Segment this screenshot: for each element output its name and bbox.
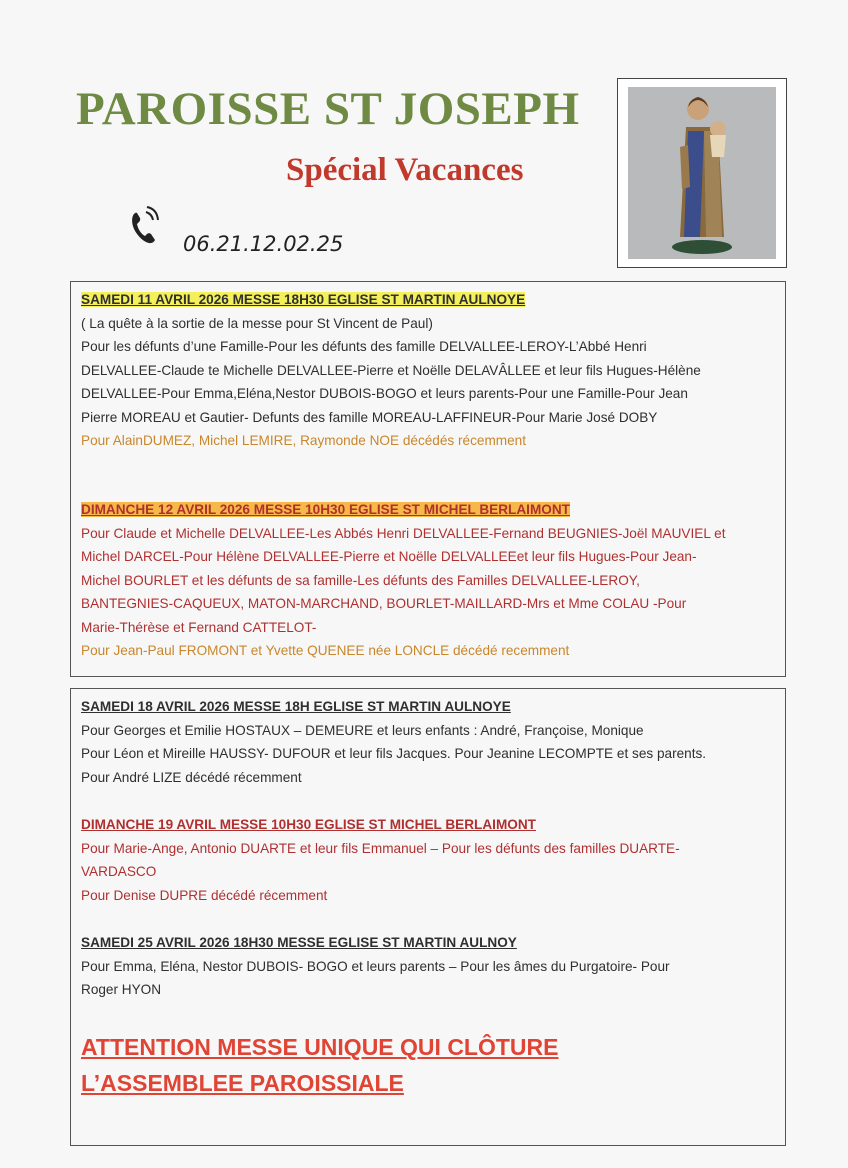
intention-line: Marie-Thérèse et Fernand CATTELOT- — [81, 619, 317, 635]
mass-intentions-box-2 — [70, 688, 786, 1146]
phone-icon — [128, 206, 162, 246]
intention-line: Pour Emma, Eléna, Nestor DUBOIS- BOGO et leurs parents – Pour les âmes du Purgatoire- Pour — [81, 958, 670, 974]
page-title: PAROISSE ST JOSEPH — [76, 83, 580, 135]
mass-heading: SAMEDI 18 AVRIL 2026 MESSE 18H EGLISE ST MARTIN AULNOYE — [81, 699, 511, 714]
closing-assembly-warning — [81, 1029, 558, 1101]
intention-line: Pour les défunts d’une Famille-Pour les défunts des famille DELVALLEE-LEROY-L’Abbé Henri — [81, 339, 647, 354]
intention-line: Pierre MOREAU et Gautier- Defunts des famille MOREAU-LAFFINEUR-Pour Marie José DOBY — [81, 409, 658, 425]
saint-joseph-statue-photo — [617, 78, 787, 268]
intention-line: Pour Léon et Mireille HAUSSY- DUFOUR et leur fils Jacques. Pour Jeanine LECOMPTE et ses parents. — [81, 746, 707, 761]
mass-heading: DIMANCHE 12 AVRIL 2026 MESSE 10H30 EGLISE ST MICHEL BERLAIMONT — [81, 502, 570, 517]
intention-line: Pour André LIZE décédé récemment — [81, 769, 302, 785]
mass-section-april-19 — [81, 813, 777, 907]
intention-line: Pour Marie-Ange, Antonio DUARTE et leur fils Emmanuel – Pour les défunts des familles DUARTE- — [81, 840, 680, 856]
mass-section-april-18 — [81, 695, 777, 789]
intention-line: VARDASCO — [81, 864, 157, 879]
warning-line: ATTENTION MESSE UNIQUE QUI CLÔTURE — [81, 1034, 559, 1060]
warning-line: L’ASSEMBLEE PAROISSIALE — [81, 1070, 404, 1096]
recently-deceased-line: Pour AlainDUMEZ, Michel LEMIRE, Raymonde NOE décédés récemment — [81, 433, 526, 448]
intention-line: ( La quête à la sortie de la messe pour St Vincent de Paul) — [81, 315, 433, 331]
intention-line: Michel DARCEL-Pour Hélène DELVALLEE-Pierre et Noëlle DELVALLEEet leur fils Hugues-Pour Jean- — [81, 549, 697, 564]
intention-line: Pour Georges et Emilie HOSTAUX – DEMEURE et leurs enfants : André, Françoise, Monique — [81, 722, 644, 738]
intention-line: DELVALLEE-Claude te Michelle DELVALLEE-Pierre et Noëlle DELAVÂLLEE et leur fils Hugues-Hélène — [81, 362, 701, 378]
intention-line: DELVALLEE-Pour Emma,Eléna,Nestor DUBOIS-BOGO et leurs parents-Pour une Famille-Pour Jean — [81, 386, 688, 401]
mass-heading: DIMANCHE 19 AVRIL MESSE 10H30 EGLISE ST MICHEL BERLAIMONT — [81, 817, 536, 832]
intention-line: Pour Claude et Michelle DELVALLEE-Les Abbés Henri DELVALLEE-Fernand BEUGNIES-Joël MAUVIEL et — [81, 525, 726, 541]
statue-image — [628, 87, 776, 259]
mass-heading: SAMEDI 11 AVRIL 2026 MESSE 18H30 EGLISE ST MARTIN AULNOYE — [81, 292, 526, 307]
mass-intentions-box-1 — [70, 281, 786, 677]
intention-line: Pour Denise DUPRE décédé récemment — [81, 887, 328, 903]
intention-line: Roger HYON — [81, 982, 162, 997]
intention-line: BANTEGNIES-CAQUEUX, MATON-MARCHAND, BOURLET-MAILLARD-Mrs et Mme COLAU -Pour — [81, 596, 687, 611]
mass-section-april-25 — [81, 931, 777, 1002]
intention-line: Michel BOURLET et les défunts de sa famille-Les défunts des Familles DELVALLEE-LEROY, — [81, 572, 640, 588]
recently-deceased-line: Pour Jean-Paul FROMONT et Yvette QUENEE née LONCLE décédé recemment — [81, 643, 570, 658]
phone-number: 06.21.12.02.25 — [183, 232, 344, 256]
page-subtitle: Spécial Vacances — [286, 152, 524, 188]
mass-heading: SAMEDI 25 AVRIL 2026 18H30 MESSE EGLISE ST MARTIN AULNOY — [81, 935, 517, 950]
statue-illustration — [628, 87, 776, 259]
mass-section-april-11 — [81, 288, 777, 453]
mass-section-april-12 — [81, 498, 777, 663]
